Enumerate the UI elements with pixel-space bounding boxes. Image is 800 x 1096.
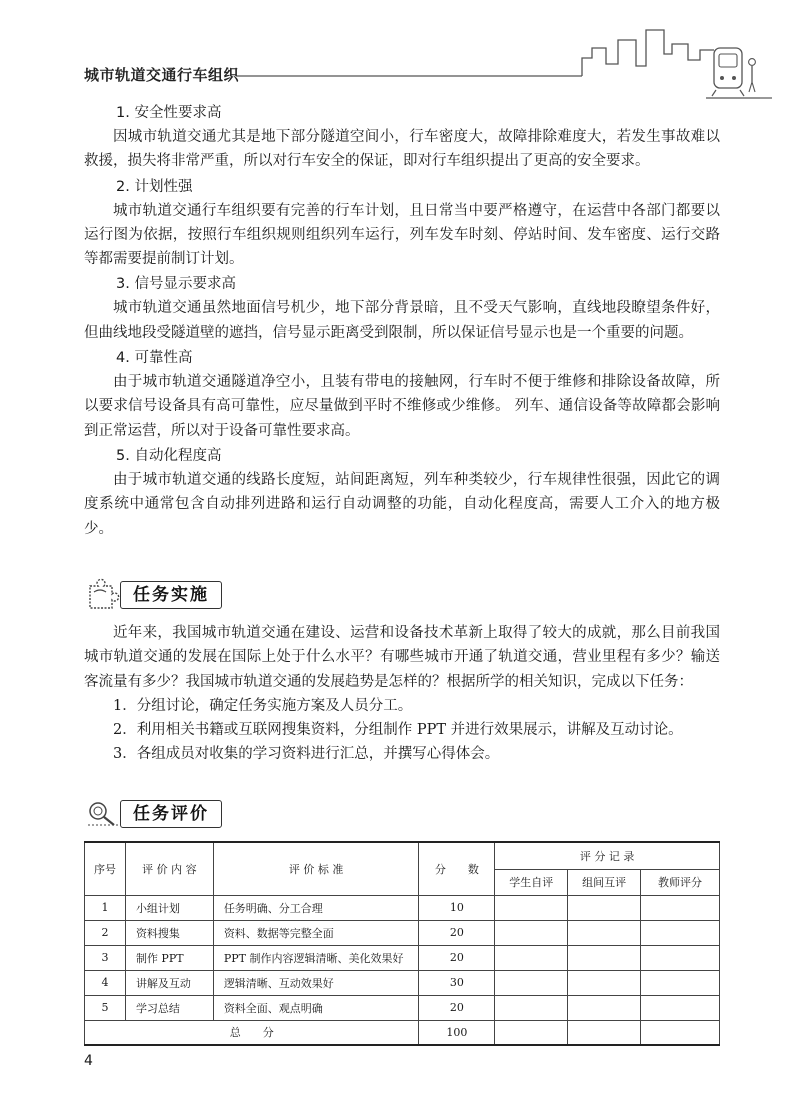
peer-score-cell[interactable] [568,970,641,995]
row-no: 1 [85,895,126,920]
task-item: 1．分组讨论，确定任务实施方案及人员分工。 [113,697,413,714]
row-no: 4 [85,970,126,995]
task-eval-title: 任务评价 [120,800,222,828]
section-heading: 5. 自动化程度高 [116,447,222,464]
section-paragraph: 城市轨道交通行车组织要有完善的行车计划，且日常当中要严格遵守，在运营中各部门都要以运行图为依据，按照行车组织规则组织列车运行，列车发车时刻、停站时间、发车密度、运行交路等都需要提前制订计划。 [84,202,720,268]
header-self: 学生自评 [495,869,568,895]
table-row [85,945,720,970]
total-teacher-cell[interactable] [641,1020,720,1045]
row-score: 20 [419,995,495,1020]
teacher-score-cell[interactable] [641,920,720,945]
puzzle-icon [84,578,122,610]
teacher-score-cell[interactable] [641,945,720,970]
row-content: 讲解及互动 [125,970,213,995]
task-item: 3．各组成员对收集的学习资料进行汇总，并撰写心得体会。 [113,746,500,763]
total-peer-cell[interactable] [568,1020,641,1045]
header-teacher: 教师评分 [641,869,720,895]
task-impl-title: 任务实施 [120,581,222,609]
header-record: 评 分 记 录 [495,842,720,869]
row-no: 5 [85,995,126,1020]
header-skyline-decoration [0,0,800,110]
section-heading: 3. 信号显示要求高 [116,276,236,293]
row-content: 小组计划 [125,895,213,920]
task-impl-banner [84,578,224,610]
row-score: 20 [419,920,495,945]
section-heading: 1. 安全性要求高 [116,105,222,121]
row-content: 学习总结 [125,995,213,1020]
header-content: 评 价 内 容 [125,842,213,895]
self-score-cell[interactable] [495,970,568,995]
magnifier-icon [84,797,122,829]
section-heading: 2. 计划性强 [116,178,193,195]
section-paragraph: 由于城市轨道交通隧道净空小，且装有带电的接触网，行车时不便于维修和排除设备故障，所以要求信号设备具有高可靠性，应尽量做到平时不维修或少维修。 列车、通信设备等故障都会影响到正常运营，所以对于设备可靠性要求高。 [84,374,720,439]
total-score: 100 [419,1020,495,1045]
task-eval-banner [84,797,224,829]
row-criteria: 任务明确、分工合理 [213,895,419,920]
page-number: 4 [84,1053,93,1069]
table-row [85,895,720,920]
row-score: 30 [419,970,495,995]
self-score-cell[interactable] [495,995,568,1020]
task-impl-intro: 近年来，我国城市轨道交通在建设、运营和设备技术革新上取得了较大的成就，那么目前我国城市轨道交通的发展在国际上处于什么水平？有哪些城市开通了轨道交通，营业里程有多少？输送客流量有多少？我国城市轨道交通的发展趋势是怎样的？根据所学的相关知识，完成以下任务： [84,625,720,690]
evaluation-table [84,841,720,1046]
task-impl-content [84,621,720,767]
table-row [85,995,720,1020]
table-row [85,970,720,995]
row-score: 10 [419,895,495,920]
teacher-score-cell[interactable] [641,995,720,1020]
header-criteria: 评 价 标 准 [213,842,419,895]
teacher-score-cell[interactable] [641,895,720,920]
section-paragraph: 由于城市轨道交通的线路长度短，站间距离短，列车种类较少，行车规律性很强，因此它的调度系统中通常包含自动排列进路和运行自动调整的功能，自动化程度高，需要人工介入的地方极少。 [84,471,720,537]
peer-score-cell[interactable] [568,895,641,920]
self-score-cell[interactable] [495,920,568,945]
row-criteria: 资料、数据等完整全面 [213,920,419,945]
task-item: 2．利用相关书籍或互联网搜集资料，分组制作 PPT 并进行效果展示，讲解及互动讨论。 [113,722,683,739]
total-self-cell[interactable] [495,1020,568,1045]
row-content: 制作 PPT [125,945,213,970]
peer-score-cell[interactable] [568,945,641,970]
main-content [84,100,720,541]
row-criteria: 资料全面、观点明确 [213,995,419,1020]
section-paragraph: 城市轨道交通虽然地面信号机少，地下部分背景暗，且不受天气影响，直线地段瞭望条件好，但曲线地段受隧道壁的遮挡，信号显示距离受到限制，所以保证信号显示也是一个重要的问题。 [84,300,720,341]
section-heading: 4. 可靠性高 [116,350,193,367]
header-no: 序号 [85,842,126,895]
row-content: 资料搜集 [125,920,213,945]
self-score-cell[interactable] [495,945,568,970]
peer-score-cell[interactable] [568,995,641,1020]
self-score-cell[interactable] [495,895,568,920]
total-row [85,1020,720,1045]
header-peer: 组间互评 [568,869,641,895]
row-no: 2 [85,920,126,945]
person-icon [749,59,756,92]
section-paragraph: 因城市轨道交通尤其是地下部分隧道空间小，行车密度大，故障排除难度大，若发生事故难以救援，损失将非常严重，所以对行车安全的保证，即对行车组织提出了更高的安全要求。 [84,129,720,170]
row-criteria: PPT 制作内容逻辑清晰、美化效果好 [213,945,419,970]
task-list [84,694,720,767]
row-criteria: 逻辑清晰、互动效果好 [213,970,419,995]
table-row [85,920,720,945]
header-score: 分 数 [419,842,495,895]
teacher-score-cell[interactable] [641,970,720,995]
row-score: 20 [419,945,495,970]
row-no: 3 [85,945,126,970]
header-title: 城市轨道交通行车组织 [84,66,240,84]
peer-score-cell[interactable] [568,920,641,945]
total-label: 总 分 [85,1020,419,1045]
